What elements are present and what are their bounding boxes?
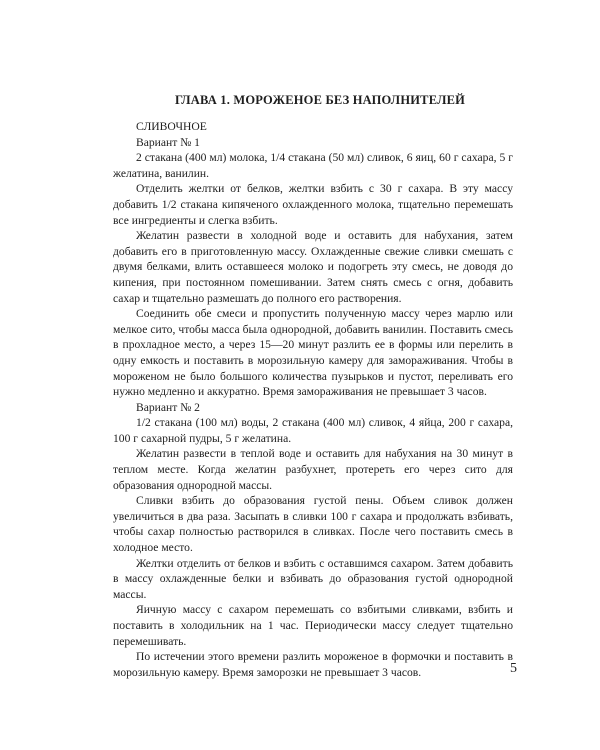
variant-2 — [113, 400, 513, 681]
instruction-paragraph: Желтки отделить от белков и взбить с оставшимся сахаром. Затем добавить в массу охлажденные белки и взбивать до образования густой однородной массы. — [113, 556, 513, 601]
recipe-name: СЛИВОЧНОЕ — [136, 120, 207, 133]
variant-1 — [113, 135, 513, 400]
ingredients-paragraph: 1/2 стакана (100 мл) воды, 2 стакана (400 мл) сливок, 4 яйца, 200 г сахара, 100 г сахарной пудры, 5 г желатина. — [113, 416, 513, 445]
page-number: 5 — [510, 661, 517, 676]
instruction-paragraph: Желатин развести в холодной воде и оставить для набухания, затем добавить его в приготовленную массу. Охлажденные свежие сливки смешать с двумя белками, влить оставшееся молоко и подогреть эту смесь, не доводя до кипения, при постоянном помешивании. Затем снять смесь с огня, добавить сахар и тщательно размешать до полного его растворения. — [113, 229, 513, 305]
instruction-paragraph: Яичную массу с сахаром перемешать со взбитыми сливками, взбить и поставить в холодильник на 1 час. Периодически массу следует тщательно перемешивать. — [113, 603, 513, 648]
instruction-paragraph: Соединить обе смеси и пропустить полученную массу через марлю или мелкое сито, чтобы масса была однородной, добавить ванилин. Поставить смесь в прохладное место, а через 15—20 минут разлить ее в формы или перелить в одну емкость и поставить в морозильную камеру для замораживания. Чтобы в мороженом не было большого количества пузырьков и пустот, переливать его нужно медленно и аккуратно. Время замораживания не превышает 3 часов. — [113, 307, 513, 399]
instruction-paragraph: Сливки взбить до образования густой пены. Объем сливок должен увеличиться в два раза. Засыпать в сливки 100 г сахара и продолжать взбивать, чтобы сахар полностью растворился в сливках. После чего поставить смесь в холодное место. — [113, 494, 513, 555]
variant-label: Вариант № 2 — [136, 400, 200, 414]
chapter-title: ГЛАВА 1. МОРОЖЕНОЕ БЕЗ НАПОЛНИТЕЛЕЙ — [174, 93, 466, 107]
variant-label: Вариант № 1 — [136, 135, 200, 149]
instruction-paragraph: Желатин развести в теплой воде и оставить для набухания на 30 минут в теплом месте. Когда желатин разбухнет, протереть его через сито для образования однородной массы. — [113, 447, 513, 492]
ingredients-paragraph: 2 стакана (400 мл) молока, 1/4 стакана (50 мл) сливок, 6 яиц, 60 г сахара, 5 г желатина, ванилин. — [113, 151, 513, 180]
instruction-paragraph: По истечении этого времени разлить мороженое в формочки и поставить в морозильную камеру. Время заморозки не превышает 3 часов. — [113, 650, 513, 679]
recipe-body — [113, 119, 513, 680]
instruction-paragraph: Отделить желтки от белков, желтки взбить с 30 г сахара. В эту массу добавить 1/2 стакана кипяченого охлажденного молока, тщательно перемешать все ингредиенты и слегка взбить. — [113, 182, 513, 227]
